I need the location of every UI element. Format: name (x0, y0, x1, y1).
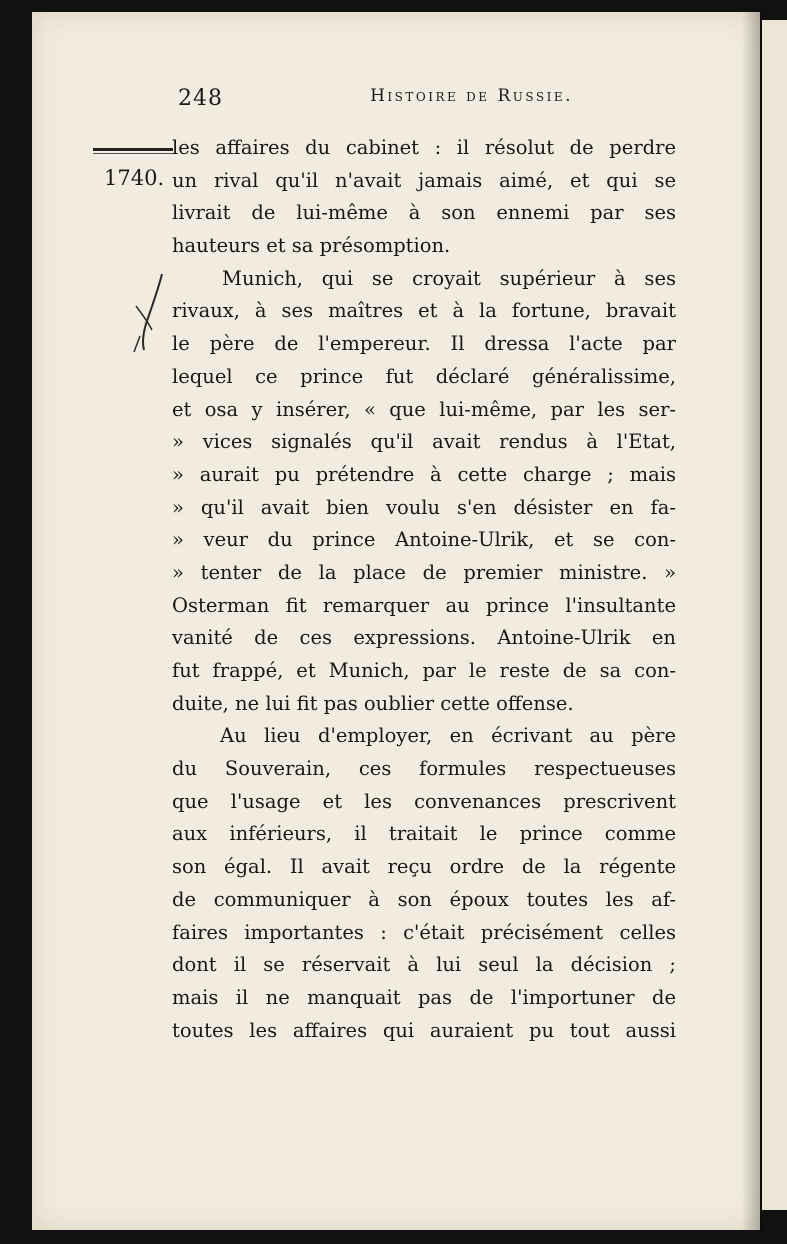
text-line-17: fut frappé, et Munich, par le reste de sa con- (172, 659, 676, 682)
facing-page-edge (762, 20, 787, 1210)
text-line-19: Au lieu d'employer, en écrivant au père (220, 724, 676, 748)
margin-rule-thin (93, 153, 173, 154)
spine-shadow (742, 12, 762, 1230)
text-line-2: un rival qu'il n'avait jamais aimé, et qui se (172, 168, 676, 192)
text-line-15: Osterman fit remarquer au prince l'insultante (172, 593, 676, 617)
text-line-13: » veur du prince Antoine-Ulrik, et se con- (172, 528, 676, 552)
text-line-18: duite, ne lui fit pas oublier cette offense. (172, 691, 574, 715)
text-line-12: » qu'il avait bien voulu s'en désister en fa- (172, 495, 676, 519)
text-line-3: livrait de lui-même à son ennemi par ses (172, 201, 676, 225)
page-number: 248 (178, 86, 223, 111)
text-line-10: » vices signalés qu'il avait rendus à l'Etat, (172, 430, 676, 454)
text-line-26: dont il se réservait à lui seul la décision ; (172, 953, 676, 977)
text-line-6: rivaux, à ses maîtres et à la fortune, bravait (172, 299, 676, 323)
running-title: Histoire de Russie. (370, 86, 573, 106)
text-line-7: le père de l'empereur. Il dressa l'acte par (172, 332, 676, 356)
text-line-9: et osa y insérer, « que lui-même, par les ser- (172, 397, 676, 421)
text-line-21: que l'usage et les convenances prescrivent (172, 789, 676, 813)
margin-year-note: 1740. (104, 166, 165, 190)
text-line-24: de communiquer à son époux toutes les af- (172, 887, 676, 911)
text-line-23: son égal. Il avait reçu ordre de la régente (172, 855, 676, 879)
text-line-5: Munich, qui se croyait supérieur à ses (222, 266, 676, 290)
text-line-20: du Souverain, ces formules respectueuses (172, 757, 676, 781)
text-line-1: les affaires du cabinet : il résolut de perdre (172, 136, 676, 159)
margin-rule (93, 148, 173, 151)
text-line-25: faires importantes : c'était précisément celles (172, 920, 676, 944)
text-line-27: mais il ne manquait pas de l'importuner de (172, 985, 676, 1009)
text-line-16: vanité de ces expressions. Antoine-Ulrik en (172, 626, 676, 650)
handwritten-margin-mark (130, 272, 170, 362)
text-line-4: hauteurs et sa présomption. (172, 234, 451, 258)
page-header (178, 86, 573, 116)
text-line-22: aux inférieurs, il traitait le prince comme (172, 822, 676, 846)
body-text (172, 132, 676, 1047)
text-line-8: lequel ce prince fut déclaré généralissime, (172, 364, 676, 388)
text-line-14: » tenter de la place de premier ministre. » (172, 560, 676, 584)
text-line-28: toutes les affaires qui auraient pu tout aussi (172, 1018, 676, 1042)
text-line-11: » aurait pu prétendre à cette charge ; mais (172, 462, 676, 486)
